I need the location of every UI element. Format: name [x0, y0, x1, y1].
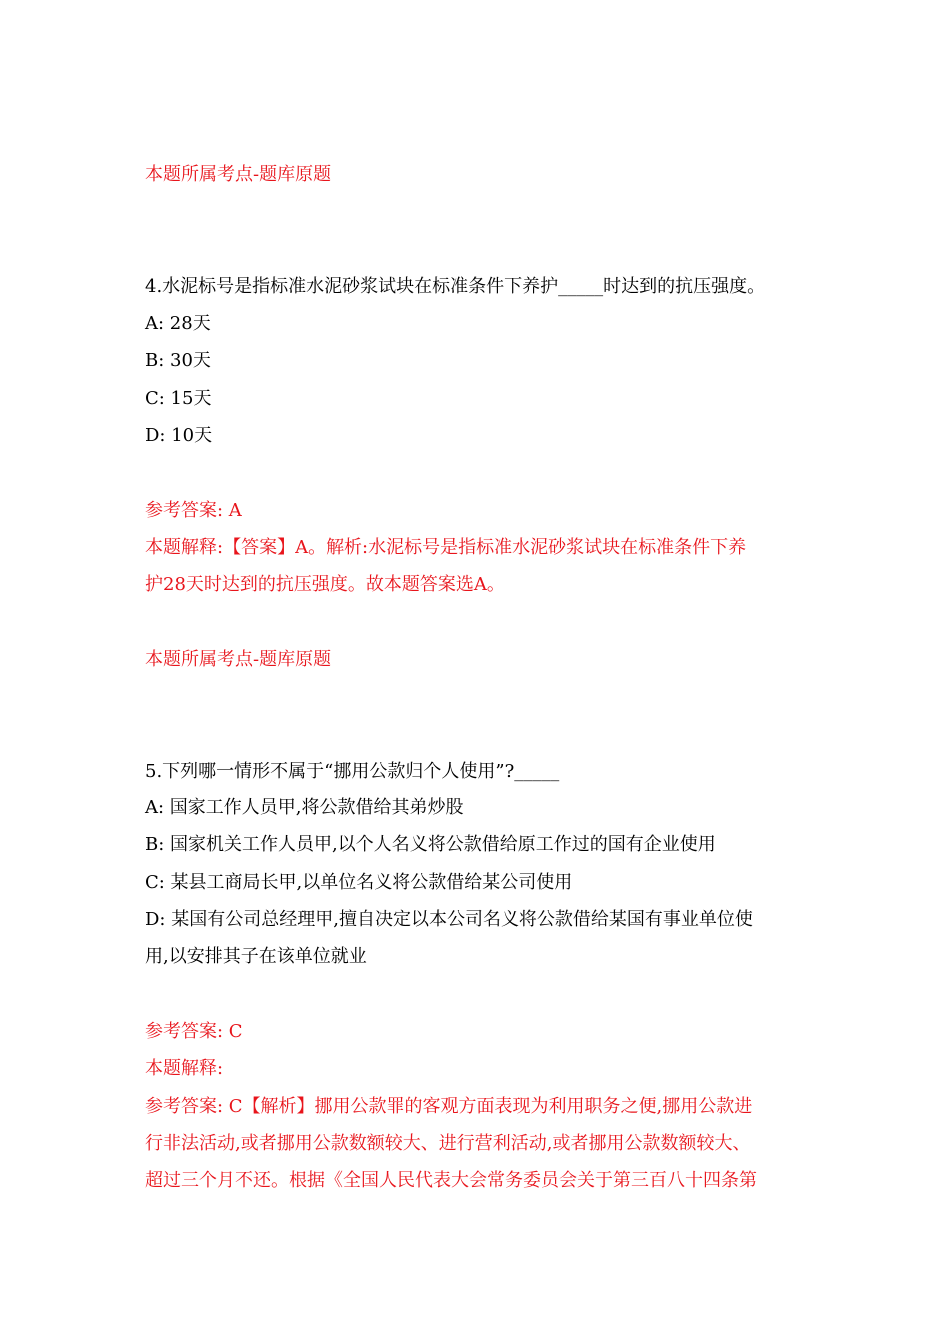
q5-answer: 参考答案: C — [145, 1021, 243, 1042]
q4-option-d: D: 10天 — [145, 425, 213, 446]
q5-option-c: C: 某县工商局长甲,以单位名义将公款借给某公司使用 — [145, 872, 573, 893]
q4-kaodian: 本题所属考点-题库原题 — [145, 649, 332, 670]
prev-kaodian: 本题所属考点-题库原题 — [145, 164, 332, 185]
q4-stem: 4.水泥标号是指标准水泥砂浆试块在标准条件下养护_____时达到的抗压强度。 — [145, 276, 766, 297]
q5-explanation-line-2: 行非法活动,或者挪用公款数额较大、进行营利活动,或者挪用公款数额较大、 — [145, 1133, 751, 1154]
q5-explanation-line-3: 超过三个月不还。根据《全国人民代表大会常务委员会关于第三百八十四条第 — [145, 1170, 757, 1191]
q5-stem: 5.下列哪一情形不属于“挪用公款归个人使用”?_____ — [145, 761, 560, 782]
q4-explanation-line-1: 本题解释:【答案】A。解析:水泥标号是指标准水泥砂浆试块在标准条件下养 — [145, 537, 747, 558]
q5-option-a: A: 国家工作人员甲,将公款借给其弟炒股 — [145, 797, 464, 818]
q4-option-b: B: 30天 — [145, 350, 211, 371]
q5-option-d: D: 某国有公司总经理甲,擅自决定以本公司名义将公款借给某国有事业单位使 — [145, 909, 753, 930]
q4-explanation-line-2: 护28天时达到的抗压强度。故本题答案选A。 — [145, 574, 505, 595]
q5-explanation-label: 本题解释: — [145, 1058, 224, 1079]
q5-option-b: B: 国家机关工作人员甲,以个人名义将公款借给原工作过的国有企业使用 — [145, 834, 716, 855]
q4-option-a: A: 28天 — [145, 313, 211, 334]
q4-option-c: C: 15天 — [145, 388, 212, 409]
q5-explanation-line-1: 参考答案: C【解析】挪用公款罪的客观方面表现为利用职务之便,挪用公款进 — [145, 1096, 753, 1117]
q4-answer: 参考答案: A — [145, 500, 242, 521]
q5-option-d-continued: 用,以安排其子在该单位就业 — [145, 946, 367, 967]
